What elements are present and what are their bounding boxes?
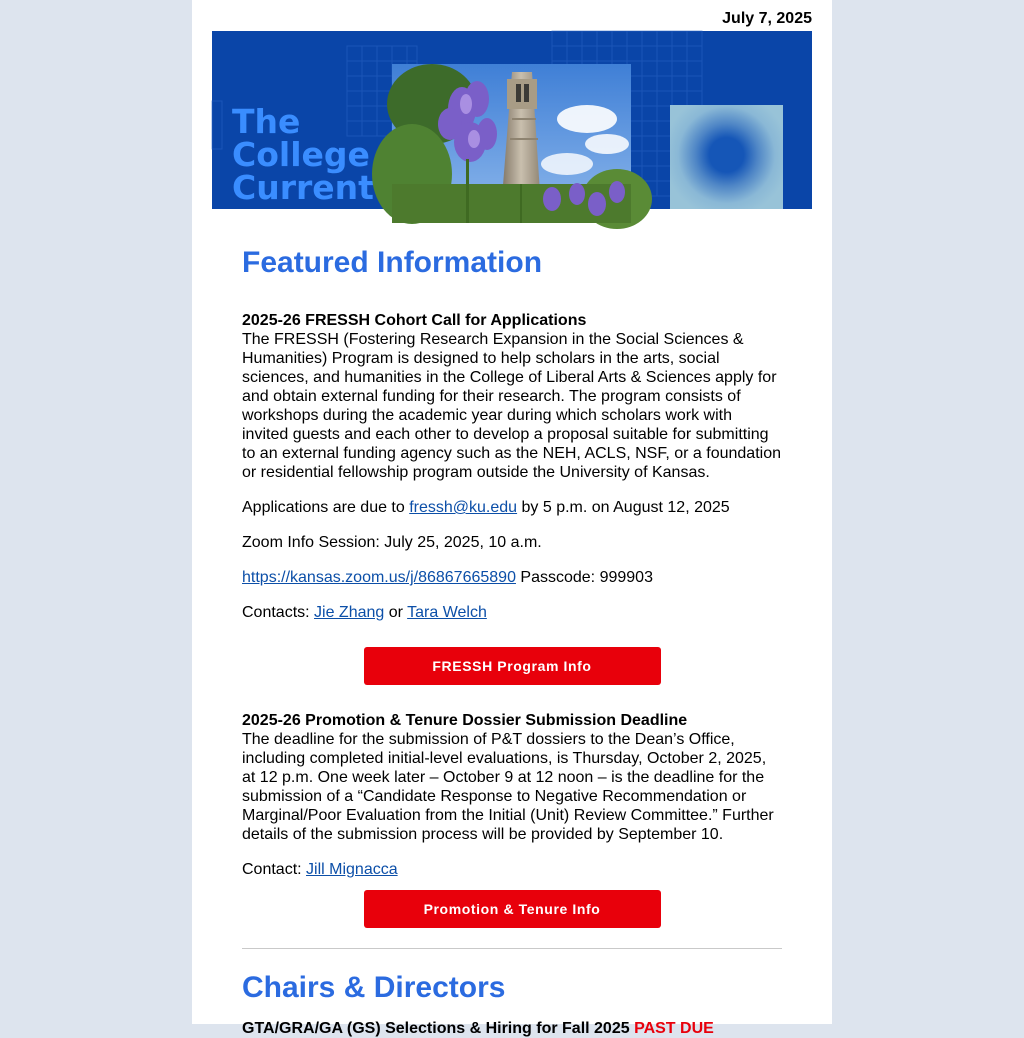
banner-title-line: Current: [232, 168, 374, 207]
promotion-tenure-info-button[interactable]: Promotion & Tenure Info: [364, 890, 661, 928]
newsletter-content: [242, 244, 782, 1038]
applications-prefix: Applications are due to: [242, 499, 410, 516]
fressh-email-link[interactable]: fressh@ku.edu: [409, 499, 518, 516]
chairs-directors-heading: Chairs & Directors: [242, 971, 506, 1004]
banner-blue-square-graphic: [670, 105, 783, 209]
contact-jie-zhang-link[interactable]: Jie Zhang: [314, 604, 385, 621]
fressh-applications-line: [242, 498, 782, 517]
featured-information-heading: Featured Information: [242, 246, 543, 279]
fressh-contacts-line: [242, 603, 782, 622]
pt-contact-line: [242, 860, 782, 879]
header-banner: [212, 31, 812, 209]
contacts-or: or: [384, 604, 408, 621]
fressh-button-wrap: [242, 647, 782, 685]
contact-prefix: Contact:: [242, 861, 307, 878]
pt-item-title: 2025-26 Promotion & Tenure Dossier Submission Deadline: [242, 712, 688, 729]
fressh-item-body: The FRESSH (Fostering Research Expansion in the Social Sciences & Humanities) Program is designed to help scholars in the arts, social sciences, and humanities in the College of Liberal Arts & Sciences apply for and obtain external funding for their research. The program consists of workshops during the academic year during which scholars work with invited guests and each other to develop a proposal suitable for submitting to an external funding agency such as the NEH, ACLS, NSF, or a foundation or residential fellowship program outside the University of Kansas.: [242, 331, 781, 481]
campanile-iris-photo: [392, 64, 631, 223]
zoom-info-line: Zoom Info Session: July 25, 2025, 10 a.m.: [242, 534, 542, 551]
fressh-program-info-button[interactable]: FRESSH Program Info: [364, 647, 661, 685]
issue-date: July 7, 2025: [722, 10, 812, 27]
chairs-first-item-title: [242, 1019, 782, 1038]
past-due-flag: PAST DUE: [634, 1020, 714, 1037]
contact-jill-mignacca-link[interactable]: Jill Mignacca: [306, 861, 398, 878]
chairs-first-item-text: GTA/GRA/GA (GS) Selections & Hiring for Fall 2025: [242, 1020, 630, 1037]
pt-item-body: The deadline for the submission of P&T dossiers to the Dean’s Office, including completed initial-level evaluations, is Thursday, October 2, 2025, at 12 p.m. One week later – October 9 at 12 noon – is the deadline for the submission of a “Candidate Response to Negative Recommendation or Marginal/Poor Evaluation from the Initial (Unit) Review Committee.” Further details of the submission process will be provided by September 10.: [242, 731, 774, 843]
applications-suffix: by 5 p.m. on August 12, 2025: [517, 499, 730, 516]
zoom-meeting-link[interactable]: https://kansas.zoom.us/j/86867665890: [242, 569, 516, 586]
contact-tara-welch-link[interactable]: Tara Welch: [407, 604, 487, 621]
banner-title-line: College: [232, 135, 370, 174]
zoom-link-line: [242, 568, 782, 587]
zoom-passcode: Passcode: 999903: [515, 569, 653, 586]
pt-button-wrap: [242, 890, 782, 928]
fressh-item-title: 2025-26 FRESSH Cohort Call for Applications: [242, 312, 587, 329]
banner-title-line: The: [232, 102, 301, 141]
contacts-prefix: Contacts:: [242, 604, 315, 621]
newsletter-page: [192, 0, 832, 1037]
banner-title: [232, 102, 374, 207]
